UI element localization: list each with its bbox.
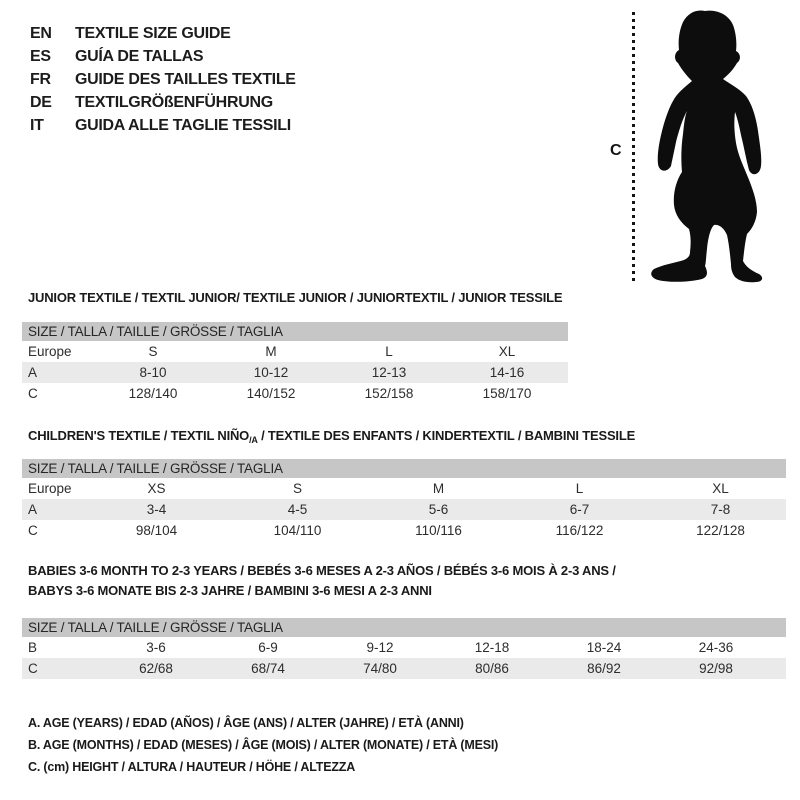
- lang-row-es: [30, 45, 296, 68]
- size-header-bar: SIZE / TALLA / TAILLE / GRÖSSE / TAGLIA: [22, 459, 786, 478]
- row-label: A: [28, 365, 38, 380]
- lang-code: DE: [30, 93, 52, 111]
- value-cell: 92/98: [699, 661, 733, 676]
- lang-label: GUIDA ALLE TAGLIE TESSILI: [75, 116, 291, 134]
- size-cell: XS: [147, 481, 166, 496]
- value-cell: 3-6: [146, 640, 166, 655]
- title-text: CHILDREN'S TEXTILE / TEXTIL NIÑO: [28, 428, 250, 443]
- table-row-sizes: [22, 478, 786, 499]
- footnote-c: C. (cm) HEIGHT / ALTURA / HAUTEUR / HÖHE / ALTEZZA: [28, 760, 356, 774]
- babies-section-title-line1: BABIES 3-6 MONTH TO 2-3 YEARS / BEBÉS 3-6 MESES A 2-3 AÑOS / BÉBÉS 3-6 MOIS À 2-3 ANS /: [28, 563, 616, 578]
- row-label: C: [28, 386, 38, 401]
- footnote-a: A. AGE (YEARS) / EDAD (AÑOS) / ÂGE (ANS) / ALTER (JAHRE) / ETÀ (ANNI): [28, 716, 464, 730]
- size-header-bar: SIZE / TALLA / TAILLE / GRÖSSE / TAGLIA: [22, 322, 568, 341]
- row-label: C: [28, 661, 38, 676]
- value-cell: 5-6: [428, 502, 449, 517]
- table-row-a: [22, 499, 786, 520]
- table-row-c: [22, 520, 786, 541]
- size-header-bar: SIZE / TALLA / TAILLE / GRÖSSE / TAGLIA: [22, 618, 786, 637]
- size-cell: M: [432, 481, 445, 496]
- value-cell: 12-13: [371, 365, 407, 380]
- value-cell: 74/80: [363, 661, 397, 676]
- lang-row-de: [30, 91, 296, 114]
- lang-label: GUIDE DES TAILLES TEXTILE: [75, 70, 296, 88]
- value-cell: 122/128: [696, 523, 745, 538]
- children-section-title: [28, 428, 635, 445]
- lang-row-fr: [30, 68, 296, 91]
- row-label: C: [28, 523, 38, 538]
- height-dotted-line: [632, 12, 635, 284]
- value-cell: 68/74: [251, 661, 285, 676]
- height-c-label: C: [610, 142, 622, 159]
- lang-label: GUÍA DE TALLAS: [75, 47, 204, 65]
- size-cell: XL: [712, 481, 729, 496]
- lang-code: EN: [30, 24, 52, 42]
- toddler-silhouette-image: [645, 8, 795, 288]
- value-cell: 14-16: [489, 365, 525, 380]
- lang-row-en: [30, 22, 296, 45]
- lang-code: ES: [30, 47, 51, 65]
- row-label: Europe: [28, 481, 72, 496]
- row-label: A: [28, 502, 38, 517]
- value-cell: 80/86: [475, 661, 509, 676]
- children-size-table: [22, 459, 786, 541]
- table-row-sizes: [22, 341, 568, 362]
- value-cell: 6-9: [258, 640, 278, 655]
- table-row-a: [22, 362, 568, 383]
- lang-label: TEXTILGRÖßENFÜHRUNG: [75, 93, 273, 111]
- title-text: / TEXTILE DES ENFANTS / KINDERTEXTIL / BAMBINI TESSILE: [257, 428, 636, 443]
- row-label: B: [28, 640, 38, 655]
- language-guide: [30, 22, 296, 137]
- value-cell: 128/140: [128, 386, 178, 401]
- size-cell: L: [575, 481, 584, 496]
- row-label: Europe: [28, 344, 72, 359]
- lang-code: FR: [30, 70, 51, 88]
- size-cell: XL: [498, 344, 516, 359]
- value-cell: 10-12: [253, 365, 289, 380]
- table-row-b: [22, 637, 786, 658]
- junior-size-table: [22, 322, 568, 404]
- size-cell: S: [148, 344, 158, 359]
- value-cell: 6-7: [569, 502, 590, 517]
- value-cell: 86/92: [587, 661, 621, 676]
- value-cell: 8-10: [139, 365, 167, 380]
- value-cell: 9-12: [366, 640, 394, 655]
- value-cell: 18-24: [586, 640, 622, 655]
- value-cell: 110/116: [415, 523, 462, 538]
- size-cell: L: [385, 344, 393, 359]
- value-cell: 12-18: [474, 640, 510, 655]
- value-cell: 4-5: [287, 502, 308, 517]
- babies-section-title-line2: BABYS 3-6 MONATE BIS 2-3 JAHRE / BAMBINI 3-6 MESI A 2-3 ANNI: [28, 583, 432, 598]
- value-cell: 104/110: [273, 523, 322, 538]
- babies-size-table: [22, 618, 786, 679]
- value-cell: 140/152: [246, 386, 296, 401]
- value-cell: 152/158: [364, 386, 414, 401]
- value-cell: 116/122: [555, 523, 604, 538]
- title-subscript: /A: [249, 435, 258, 445]
- table-row-c: [22, 658, 786, 679]
- value-cell: 24-36: [698, 640, 734, 655]
- lang-row-it: [30, 114, 296, 137]
- value-cell: 62/68: [139, 661, 173, 676]
- size-cell: M: [265, 344, 277, 359]
- value-cell: 7-8: [710, 502, 731, 517]
- size-cell: S: [292, 481, 302, 496]
- table-row-c: [22, 383, 568, 404]
- value-cell: 158/170: [482, 386, 532, 401]
- value-cell: 3-4: [146, 502, 167, 517]
- lang-label: TEXTILE SIZE GUIDE: [75, 24, 231, 42]
- value-cell: 98/104: [135, 523, 178, 538]
- junior-section-title: JUNIOR TEXTILE / TEXTIL JUNIOR/ TEXTILE JUNIOR / JUNIORTEXTIL / JUNIOR TESSILE: [28, 290, 563, 305]
- lang-code: IT: [30, 116, 44, 134]
- footnote-b: B. AGE (MONTHS) / EDAD (MESES) / ÂGE (MOIS) / ALTER (MONATE) / ETÀ (MESI): [28, 738, 499, 752]
